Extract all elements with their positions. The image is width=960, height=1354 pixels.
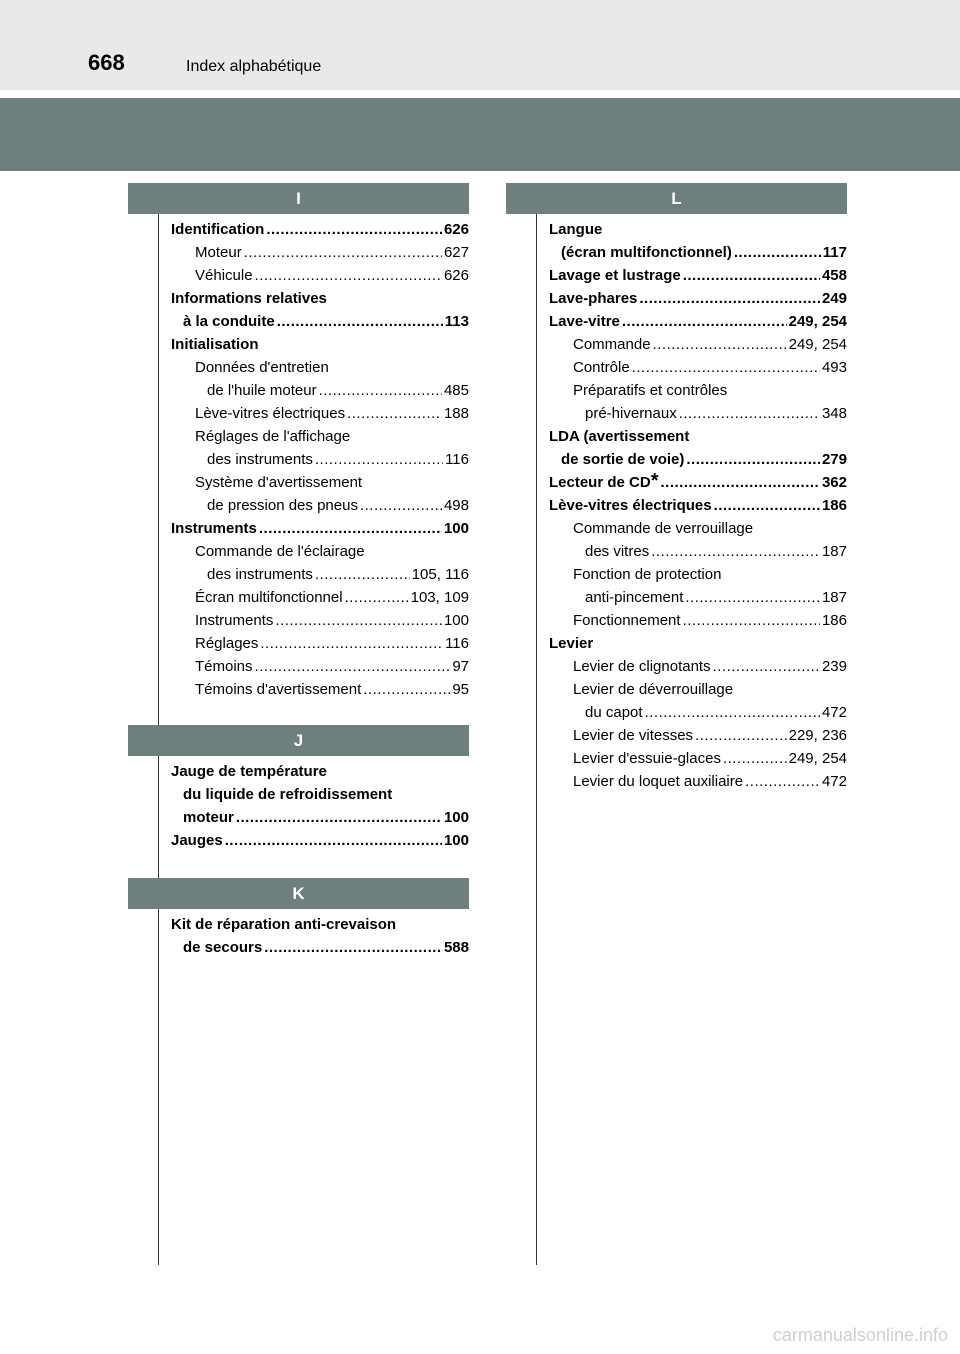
dot-leader (734, 241, 821, 264)
entry-term: pré-hivernaux (585, 405, 677, 422)
entry-term: Commande (573, 336, 651, 353)
index-entry (549, 655, 847, 678)
entry-pages: 626 (443, 221, 469, 238)
dot-leader (645, 701, 820, 724)
entry-term: du liquide de refroidissement (183, 786, 393, 803)
section-letter-l: L (506, 183, 847, 214)
entry-term: Préparatifs et contrôles (573, 382, 728, 399)
entry-pages: 229, 236 (788, 727, 847, 744)
entry-term: Instruments (195, 612, 274, 629)
index-entry (171, 264, 469, 287)
page-header (0, 0, 960, 90)
index-entry (171, 310, 469, 333)
index-entry (549, 264, 847, 287)
entry-pages: 493 (821, 359, 847, 376)
index-entry (549, 425, 847, 448)
entry-term: Véhicule (195, 267, 253, 284)
index-column-left (128, 183, 469, 1265)
dot-leader (347, 402, 442, 425)
index-entry (549, 747, 847, 770)
dot-leader (679, 402, 820, 425)
entry-pages: 100 (443, 612, 469, 629)
section-letter-i: I (128, 183, 469, 214)
entry-pages: 249, 254 (788, 313, 847, 330)
index-entry: Lecteur de CD * ..... 362 (549, 471, 847, 494)
entry-list (128, 909, 469, 959)
section-letter-k: K (128, 878, 469, 909)
dot-leader (683, 609, 820, 632)
entry-term: moteur (183, 809, 234, 826)
index-entry (549, 678, 847, 701)
dot-leader (259, 517, 442, 540)
entry-term: de pression des pneus (207, 497, 358, 514)
entry-pages: 117 (822, 244, 847, 261)
dot-leader (319, 379, 442, 402)
entry-pages: 103, 109 (410, 589, 469, 606)
entry-term: des instruments (207, 451, 313, 468)
entry-term: des instruments (207, 566, 313, 583)
entry-pages: 279 (821, 451, 847, 468)
entry-term: Fonctionnement (573, 612, 681, 629)
index-entry (549, 448, 847, 471)
page-title: Index alphabétique (186, 58, 322, 75)
entry-term: Langue (549, 221, 603, 238)
index-section-i (128, 183, 469, 701)
index-entry (171, 402, 469, 425)
entry-term: Lève-vitres électriques (195, 405, 346, 422)
entry-pages: 458 (821, 267, 847, 284)
index-entry (549, 241, 847, 264)
index-entry (171, 356, 469, 379)
entry-term: Lecteur de CD (549, 474, 651, 491)
index-entry (549, 310, 847, 333)
index-entry (171, 425, 469, 448)
dot-leader (255, 655, 451, 678)
entry-pages: 100 (443, 832, 469, 849)
entry-term: Jauge de température (171, 763, 327, 780)
entry-pages: 249 (821, 290, 847, 307)
watermark: carmanualsonline.info (772, 1325, 948, 1345)
entry-term: Levier de vitesses (573, 727, 694, 744)
entry-pages: 100 (443, 809, 469, 826)
entry-term: Lave-phares (549, 290, 638, 307)
index-section-l (506, 183, 847, 793)
dot-leader (685, 586, 820, 609)
dot-leader (275, 609, 442, 632)
entry-pages: 472 (821, 773, 847, 790)
column-divider (158, 183, 159, 1265)
dot-leader (651, 540, 820, 563)
index-entry (171, 333, 469, 356)
entry-list (506, 214, 847, 793)
entry-pages: 186 (821, 497, 847, 514)
index-section-k (128, 878, 469, 959)
index-entry (171, 678, 469, 701)
entry-pages: 249, 254 (788, 336, 847, 353)
entry-term: des vitres (585, 543, 650, 560)
dot-leader (315, 448, 443, 471)
entry-pages: 498 (443, 497, 469, 514)
entry-term: Levier du loquet auxiliaire (573, 773, 744, 790)
dot-leader (360, 494, 442, 517)
entry-pages: 116 (445, 451, 469, 468)
dot-leader (255, 264, 442, 287)
dot-leader (683, 264, 820, 287)
index-entry (171, 494, 469, 517)
decorative-band (0, 98, 960, 171)
index-entry (549, 402, 847, 425)
dot-leader (686, 448, 820, 471)
entry-term: Lavage et lustrage (549, 267, 681, 284)
dot-leader (264, 936, 442, 959)
entry-term: Réglages (195, 635, 259, 652)
entry-pages: 186 (821, 612, 847, 629)
entry-term: Témoins d'avertissement (195, 681, 362, 698)
index-entry (171, 806, 469, 829)
index-entry (549, 586, 847, 609)
entry-pages: 348 (821, 405, 847, 422)
index-entry (171, 241, 469, 264)
column-divider (536, 183, 537, 1265)
entry-term: Initialisation (171, 336, 259, 353)
entry-pages: 105, 116 (411, 566, 469, 583)
entry-term: Réglages de l'affichage (195, 428, 351, 445)
dot-leader (225, 829, 442, 852)
index-entry (171, 913, 469, 936)
entry-pages: 627 (443, 244, 469, 261)
entry-pages: 362 (821, 474, 847, 491)
dot-leader (695, 724, 787, 747)
entry-term: Lève-vitres électriques (549, 497, 712, 514)
index-entry (549, 701, 847, 724)
entry-term: Informations relatives (171, 290, 327, 307)
dot-leader (639, 287, 820, 310)
entry-term: du capot (585, 704, 643, 721)
dot-leader (653, 333, 787, 356)
index-entry (171, 586, 469, 609)
entry-term: Levier d'essuie-glaces (573, 750, 721, 767)
entry-pages: 95 (452, 681, 469, 698)
entry-term: Jauges (171, 832, 223, 849)
dot-leader (723, 747, 787, 770)
dot-leader (713, 655, 820, 678)
index-entry (171, 563, 469, 586)
index-entry (549, 609, 847, 632)
entry-term: de sortie de voie) (561, 451, 685, 468)
index-entry (171, 287, 469, 310)
dot-leader (363, 678, 450, 701)
index-entry (171, 632, 469, 655)
dot-leader (260, 632, 443, 655)
entry-pages: 188 (443, 405, 469, 422)
entry-term: Kit de réparation anti-crevaison (171, 916, 397, 933)
index-entry (549, 287, 847, 310)
index-entry (171, 471, 469, 494)
entry-pages: 100 (443, 520, 469, 537)
dot-leader (277, 310, 443, 333)
entry-pages: 249, 254 (788, 750, 847, 767)
entry-pages: 97 (452, 658, 469, 675)
index-entry (549, 563, 847, 586)
entry-pages: 239 (821, 658, 847, 675)
entry-term: anti-pincement (585, 589, 684, 606)
entry-term: Levier de clignotants (573, 658, 711, 675)
index-entry (549, 494, 847, 517)
index-section-j (128, 725, 469, 852)
entry-term: Témoins (195, 658, 253, 675)
entry-term: à la conduite (183, 313, 275, 330)
index-entry (549, 517, 847, 540)
entry-pages: 116 (445, 635, 469, 652)
index-entry (171, 936, 469, 959)
dot-leader (632, 356, 820, 379)
dot-leader (266, 218, 442, 241)
entry-term: Commande de verrouillage (573, 520, 754, 537)
dot-leader (661, 471, 820, 494)
entry-term: Instruments (171, 520, 257, 537)
index-entry (549, 724, 847, 747)
entry-pages: 187 (821, 543, 847, 560)
index-entry (171, 655, 469, 678)
index-entry (171, 783, 469, 806)
index-column-right (506, 183, 847, 1265)
entry-term: Données d'entretien (195, 359, 329, 376)
entry-list (128, 756, 469, 852)
entry-pages: 485 (443, 382, 469, 399)
index-entry (549, 379, 847, 402)
entry-term: de l'huile moteur (207, 382, 317, 399)
dot-leader (345, 586, 409, 609)
entry-term: Fonction de protection (573, 566, 722, 583)
entry-term: Levier de déverrouillage (573, 681, 734, 698)
dot-leader (745, 770, 820, 793)
entry-term: Commande de l'éclairage (195, 543, 365, 560)
dot-leader (714, 494, 820, 517)
entry-term: de secours (183, 939, 263, 956)
index-entry (171, 609, 469, 632)
index-entry (171, 448, 469, 471)
page-number: 668 (88, 50, 125, 75)
entry-term: Identification (171, 221, 265, 238)
entry-term: Lave-vitre (549, 313, 620, 330)
dot-leader (315, 563, 410, 586)
index-entry (549, 356, 847, 379)
entry-term: (écran multifonctionnel) (561, 244, 732, 261)
entry-pages: 113 (444, 313, 469, 330)
entry-pages: 588 (443, 939, 469, 956)
dot-leader (244, 241, 442, 264)
entry-term: Écran multifonctionnel (195, 589, 343, 606)
section-letter-j: J (128, 725, 469, 756)
index-entry (171, 379, 469, 402)
index-entry (549, 632, 847, 655)
index-entry (171, 540, 469, 563)
index-entry (171, 829, 469, 852)
index-entry (549, 218, 847, 241)
entry-pages: 472 (821, 704, 847, 721)
index-entry (171, 218, 469, 241)
entry-term: Système d'avertissement (195, 474, 363, 491)
index-entry (549, 333, 847, 356)
index-entry (549, 770, 847, 793)
entry-term: Moteur (195, 244, 242, 261)
dot-leader (236, 806, 442, 829)
entry-list (128, 214, 469, 701)
entry-term: Levier (549, 635, 594, 652)
dot-leader (622, 310, 787, 333)
entry-pages: 187 (821, 589, 847, 606)
index-entry (171, 517, 469, 540)
entry-term: Contrôle (573, 359, 630, 376)
index-entry (171, 760, 469, 783)
entry-pages: 626 (443, 267, 469, 284)
entry-term: LDA (avertissement (549, 428, 690, 445)
index-entry (549, 540, 847, 563)
